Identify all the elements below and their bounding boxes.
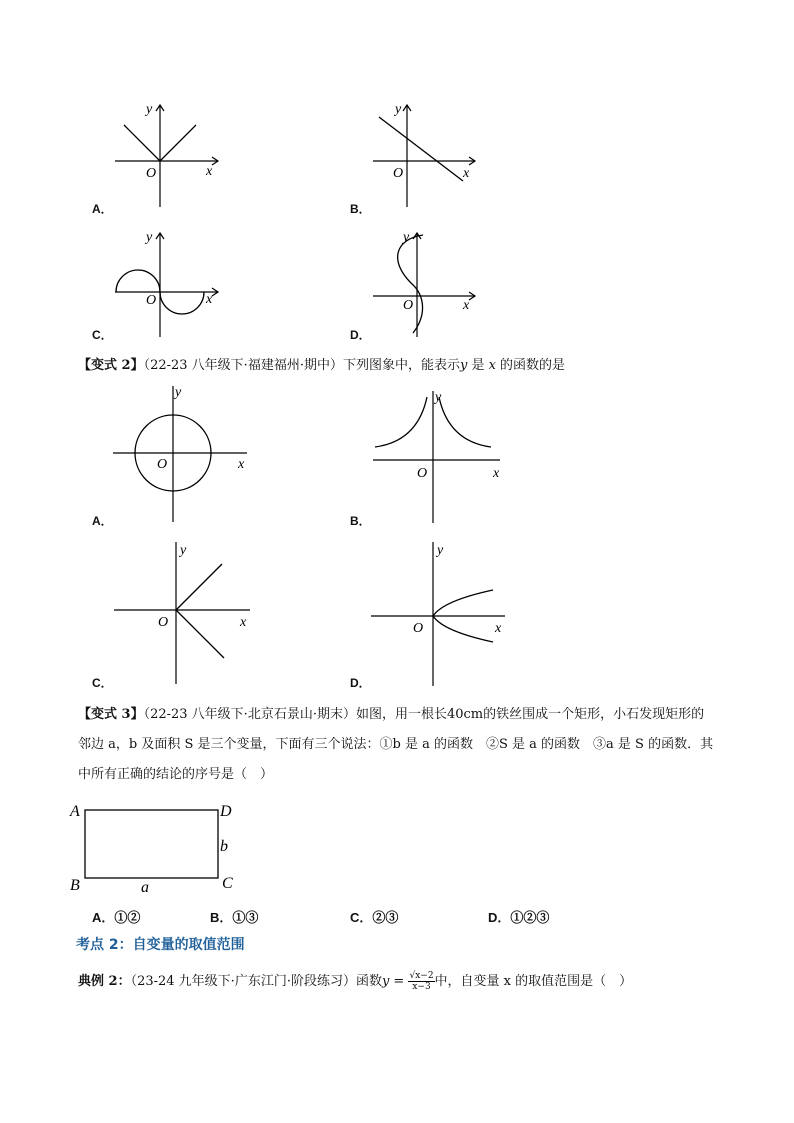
vertex-c-label: C — [222, 875, 233, 892]
option-b-label: B． — [350, 514, 371, 528]
example-2 — [78, 970, 632, 992]
origin-label: O — [146, 166, 157, 181]
fraction-numerator: √x−2 — [409, 971, 434, 981]
x-label: x — [206, 292, 213, 307]
y-label: y — [437, 543, 444, 558]
x-label: x — [206, 164, 213, 179]
y-label: y — [403, 230, 410, 245]
fraction — [408, 971, 434, 992]
choice-a: A．①② — [92, 910, 141, 925]
x-label: x — [240, 615, 247, 630]
fraction-denominator: x−3 — [412, 982, 431, 992]
graph-2d-sideways-parabola — [365, 538, 515, 688]
var-x: x — [488, 358, 496, 373]
graph-2b-reciprocal-square — [365, 385, 510, 525]
question-line-2: 邻边 a，b 及面积 S 是三个变量，下面有三个说法：①b 是 a 的函数 ②S 是 a 的函数 ③a 是 S 的函数．其 — [78, 737, 714, 752]
x-label: x — [463, 166, 470, 181]
x-label: x — [493, 466, 500, 481]
question-text: （22-23 八年级下·福建福州·期中）下列图象中，能表示 — [143, 358, 460, 373]
graph-2c-rays — [110, 538, 260, 688]
origin-label: O — [157, 457, 168, 472]
rectangle-figure — [66, 798, 256, 898]
section-heading: 考点 2：自变量的取值范围 — [76, 937, 245, 953]
choice-b: B．①③ — [210, 910, 259, 925]
example-tail: 中，自变量 x 的取值范围是（ ） — [434, 974, 633, 989]
option-c-label: C． — [92, 328, 113, 342]
y-label: y — [175, 385, 182, 400]
func-y: y = — [381, 974, 409, 989]
option-d-label: D． — [350, 328, 371, 342]
vertex-a-label: A — [70, 803, 80, 820]
choice-d: D．①②③ — [488, 910, 550, 925]
origin-label: O — [403, 298, 414, 313]
choice-c: C．②③ — [350, 910, 399, 925]
x-label: x — [495, 621, 502, 636]
origin-label: O — [146, 293, 157, 308]
question-line-3: 中所有正确的结论的序号是（ ） — [78, 767, 274, 782]
side-a-label: a — [141, 879, 149, 896]
option-b-label: B． — [350, 202, 371, 216]
question-mid: 是 — [467, 358, 489, 373]
vertex-b-label: B — [70, 877, 80, 894]
question-tail: 的函数的是 — [495, 358, 566, 373]
question-head: 【变式 3】 — [78, 707, 144, 722]
option-a-label: A． — [92, 514, 113, 528]
y-label: y — [146, 230, 153, 245]
origin-label: O — [413, 621, 424, 636]
origin-label: O — [393, 166, 404, 181]
x-label: x — [463, 298, 470, 313]
graph-1b-line — [365, 95, 495, 210]
question-head: 【变式 2】 — [78, 358, 144, 373]
graph-1a-abs-value — [100, 95, 230, 210]
option-c-label: C． — [92, 676, 113, 690]
vertex-d-label: D — [220, 803, 232, 820]
y-label: y — [180, 543, 187, 558]
origin-label: O — [417, 466, 428, 481]
option-a-label: A． — [92, 202, 113, 216]
graph-1c-semicircles — [100, 225, 230, 340]
y-label: y — [146, 102, 153, 117]
question-variant-2 — [78, 356, 565, 376]
var-y: y — [459, 358, 468, 373]
graph-1d-s-curve — [365, 225, 495, 340]
y-label: y — [435, 390, 442, 405]
example-text: （23-24 九年级下·广东江门·阶段练习）函数 — [130, 974, 382, 989]
y-label: y — [395, 102, 402, 117]
example-head: 典例 2： — [78, 974, 131, 989]
question-variant-3 — [78, 705, 713, 785]
graph-2a-circle — [105, 380, 255, 525]
x-label: x — [238, 457, 245, 472]
side-b-label: b — [220, 838, 228, 855]
question-line-1: （22-23 八年级下·北京石景山·期末）如图，用一根长40cm的铁丝围成一个矩形，小石发现矩形的 — [143, 707, 705, 722]
option-d-label: D． — [350, 676, 371, 690]
origin-label: O — [158, 615, 169, 630]
